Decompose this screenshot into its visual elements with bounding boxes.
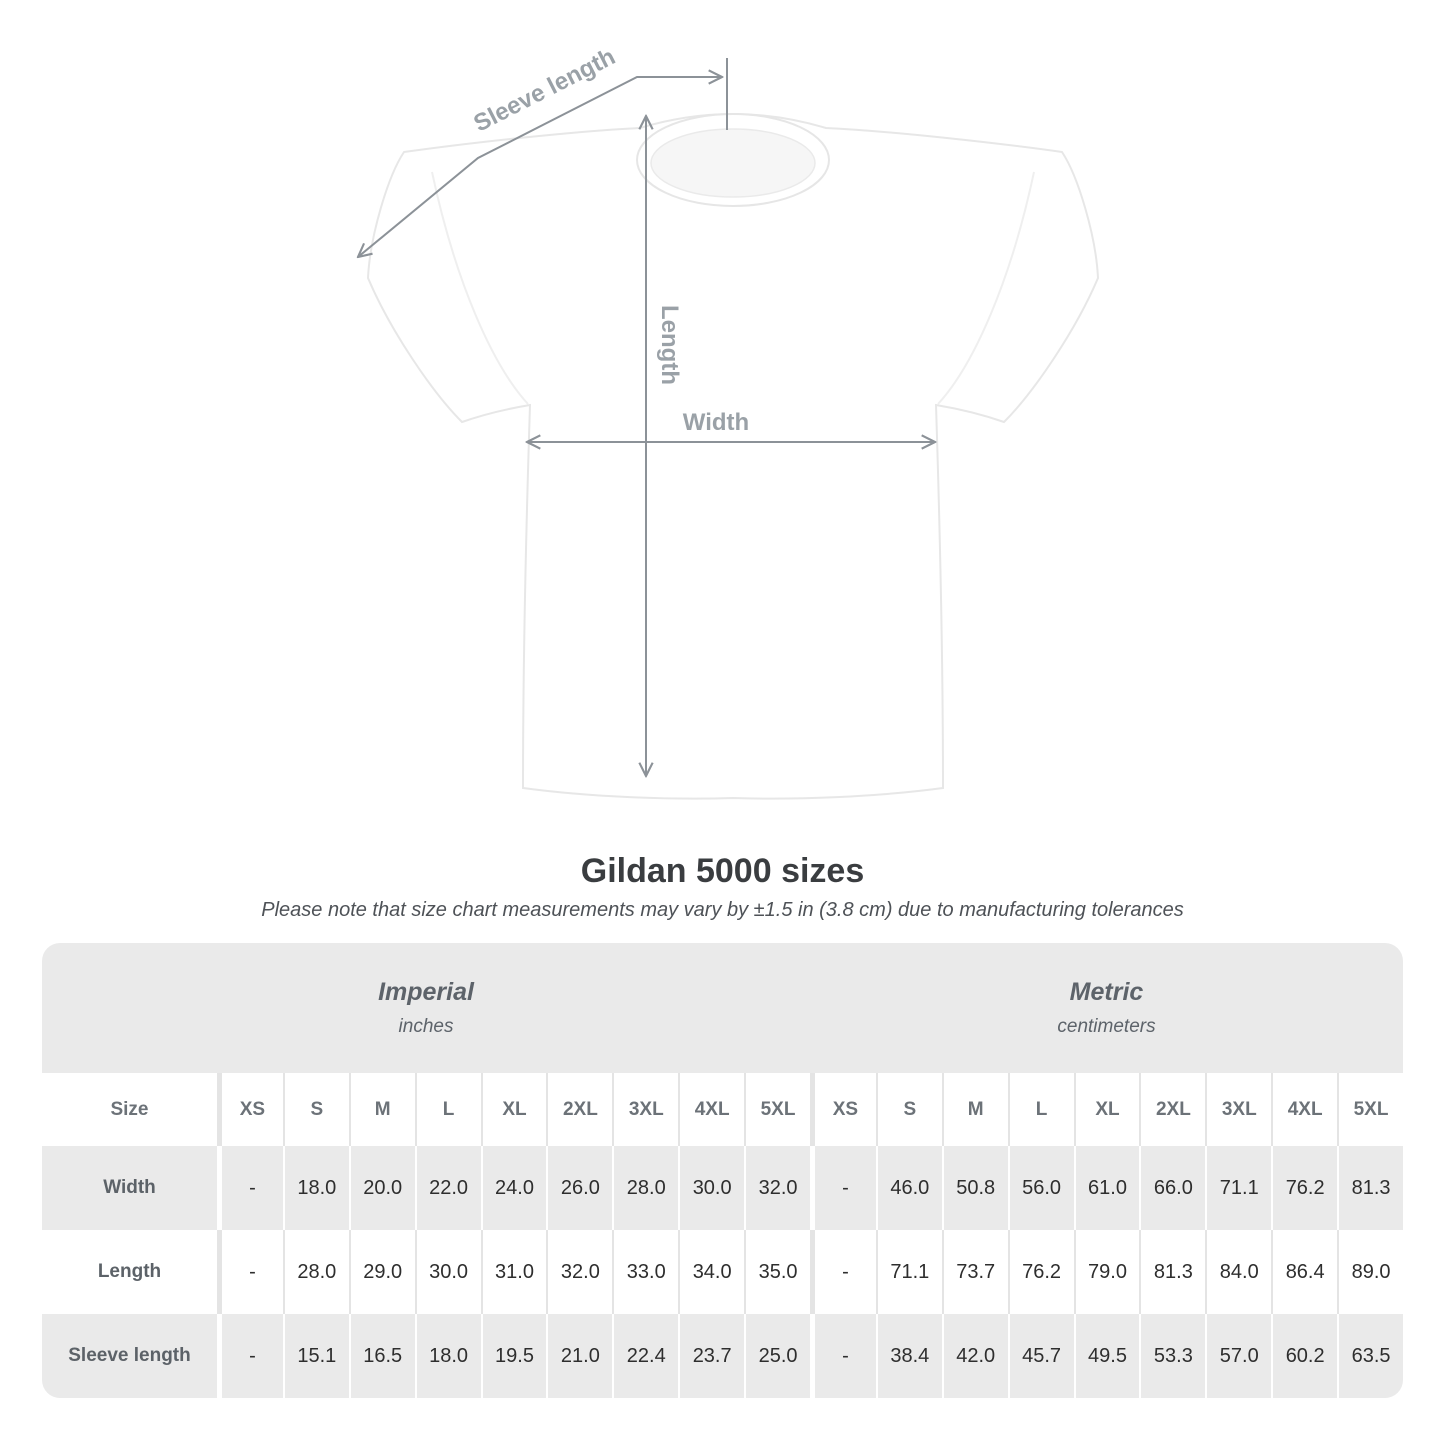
size-header-metric-s: S [876,1073,942,1146]
size-header-imperial-4xl: 4XL [678,1073,744,1146]
cell-sleeve-metric-2xl: 53.3 [1139,1314,1205,1398]
cell-width-imperial-s: 18.0 [283,1146,349,1230]
cell-sleeve-metric-l: 45.7 [1008,1314,1074,1398]
unit-group-header-row [42,943,1403,1073]
cell-length-metric-xs: - [810,1230,876,1314]
cell-sleeve-metric-xl: 49.5 [1074,1314,1140,1398]
metric-group-name: Metric [1069,978,1144,1006]
cell-width-metric-m: 50.8 [942,1146,1008,1230]
cell-length-imperial-xl: 31.0 [481,1230,547,1314]
cell-width-imperial-2xl: 26.0 [546,1146,612,1230]
size-header-metric-3xl: 3XL [1205,1073,1271,1146]
cell-width-imperial-5xl: 32.0 [744,1146,810,1230]
cell-width-imperial-xs: - [217,1146,283,1230]
width-label: Width [682,409,750,436]
cell-length-metric-l: 76.2 [1008,1230,1074,1314]
cell-length-metric-4xl: 86.4 [1271,1230,1337,1314]
size-header-metric-xl: XL [1074,1073,1140,1146]
sleeve-length-label: Sleeve length [469,43,620,138]
cell-length-metric-xl: 79.0 [1074,1230,1140,1314]
cell-length-metric-3xl: 84.0 [1205,1230,1271,1314]
cell-length-metric-s: 71.1 [876,1230,942,1314]
size-header-metric-5xl: 5XL [1337,1073,1403,1146]
size-header-imperial-3xl: 3XL [612,1073,678,1146]
cell-sleeve-imperial-4xl: 23.7 [678,1314,744,1398]
cell-width-metric-xs: - [810,1146,876,1230]
imperial-group-header [42,943,810,1073]
size-header-imperial-m: M [349,1073,415,1146]
cell-sleeve-metric-xs: - [810,1314,876,1398]
cell-width-metric-xl: 61.0 [1074,1146,1140,1230]
cell-length-imperial-5xl: 35.0 [744,1230,810,1314]
length-row [42,1230,1403,1314]
cell-width-metric-3xl: 71.1 [1205,1146,1271,1230]
tshirt-image [368,114,1098,799]
cell-sleeve-imperial-m: 16.5 [349,1314,415,1398]
cell-sleeve-imperial-3xl: 22.4 [612,1314,678,1398]
imperial-group-name: Imperial [378,978,474,1006]
sleeve-length-row [42,1314,1403,1398]
tshirt-body [368,114,1098,799]
cell-width-imperial-l: 22.0 [415,1146,481,1230]
cell-width-imperial-xl: 24.0 [481,1146,547,1230]
length-label: Length [656,305,683,385]
size-header-metric-xs: XS [810,1073,876,1146]
size-table [42,943,1403,1398]
cell-length-metric-m: 73.7 [942,1230,1008,1314]
cell-length-metric-5xl: 89.0 [1337,1230,1403,1314]
page-title: Gildan 5000 sizes [580,852,865,890]
size-header-imperial-xl: XL [481,1073,547,1146]
size-header-metric-m: M [942,1073,1008,1146]
cell-length-imperial-xs: - [217,1230,283,1314]
imperial-group-unit: inches [398,1016,454,1037]
size-column-header: Size [110,1098,149,1120]
cell-length-metric-2xl: 81.3 [1139,1230,1205,1314]
cell-width-metric-2xl: 66.0 [1139,1146,1205,1230]
size-header-imperial-xs: XS [217,1073,283,1146]
metric-group-header [810,943,1403,1073]
size-header-metric-4xl: 4XL [1271,1073,1337,1146]
cell-sleeve-imperial-xl: 19.5 [481,1314,547,1398]
collar-opening [651,129,815,197]
cell-length-imperial-3xl: 33.0 [612,1230,678,1314]
size-header-imperial-5xl: 5XL [744,1073,810,1146]
width-row [42,1146,1403,1230]
cell-sleeve-metric-s: 38.4 [876,1314,942,1398]
cell-sleeve-metric-5xl: 63.5 [1337,1314,1403,1398]
cell-width-imperial-4xl: 30.0 [678,1146,744,1230]
width-row-label: Width [42,1146,217,1230]
cell-width-metric-l: 56.0 [1008,1146,1074,1230]
cell-length-imperial-m: 29.0 [349,1230,415,1314]
size-header-imperial-s: S [283,1073,349,1146]
cell-width-metric-s: 46.0 [876,1146,942,1230]
cell-sleeve-imperial-s: 15.1 [283,1314,349,1398]
cell-sleeve-imperial-5xl: 25.0 [744,1314,810,1398]
cell-sleeve-metric-4xl: 60.2 [1271,1314,1337,1398]
cell-width-metric-4xl: 76.2 [1271,1146,1337,1230]
cell-width-imperial-3xl: 28.0 [612,1146,678,1230]
cell-sleeve-imperial-2xl: 21.0 [546,1314,612,1398]
cell-width-imperial-m: 20.0 [349,1146,415,1230]
cell-sleeve-metric-3xl: 57.0 [1205,1314,1271,1398]
cell-length-imperial-s: 28.0 [283,1230,349,1314]
cell-sleeve-imperial-l: 18.0 [415,1314,481,1398]
size-header-row [42,1073,1403,1146]
cell-sleeve-metric-m: 42.0 [942,1314,1008,1398]
cell-sleeve-imperial-xs: - [217,1314,283,1398]
metric-group-unit: centimeters [1057,1016,1156,1037]
size-header-imperial-l: L [415,1073,481,1146]
size-header-imperial-2xl: 2XL [546,1073,612,1146]
length-row-label: Length [97,1261,162,1282]
cell-width-metric-5xl: 81.3 [1337,1146,1403,1230]
cell-length-imperial-4xl: 34.0 [678,1230,744,1314]
sleeve-row-label: Sleeve length [42,1314,217,1398]
size-header-metric-2xl: 2XL [1139,1073,1205,1146]
tolerance-note: Please note that size chart measurements may vary by ±1.5 in (3.8 cm) due to manufacturing tolerances [261,899,1184,921]
cell-length-imperial-2xl: 32.0 [546,1230,612,1314]
size-header-metric-l: L [1008,1073,1074,1146]
cell-length-imperial-l: 30.0 [415,1230,481,1314]
